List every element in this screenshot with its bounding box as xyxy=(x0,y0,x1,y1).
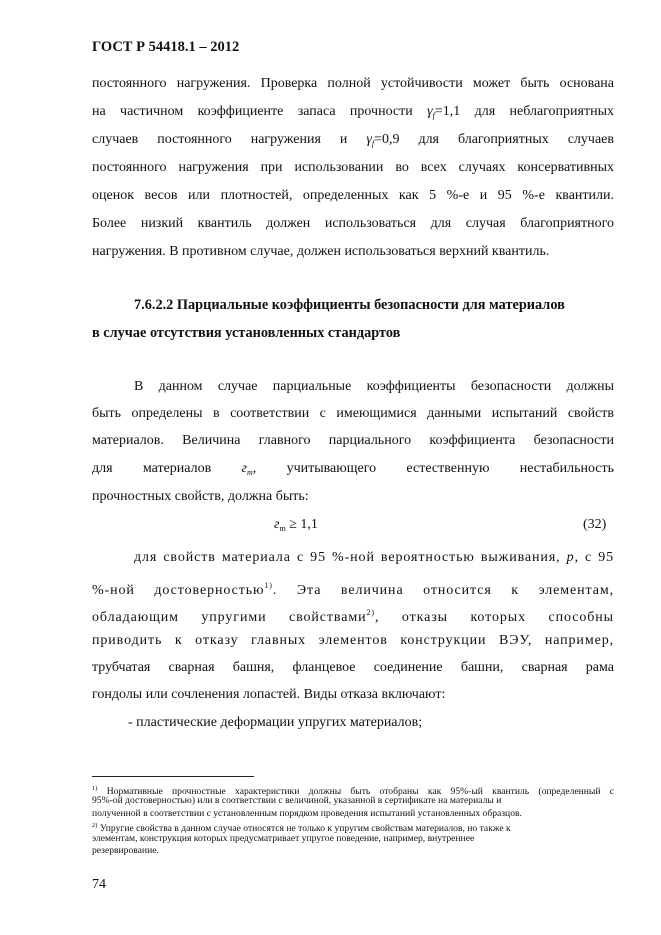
text-line: случаев постоянного нагружения и $\gamma_f=0,9$ для благоприятных случаев xyxy=(92,132,614,148)
text-line: %-ной достоверностью$^{1)}$. Эта величина относится к элементам, xyxy=(92,581,614,598)
text-line: для свойств материала с 95 %-ной вероятностью выживания, p, с 95 xyxy=(134,550,615,565)
section-heading: 7.6.2.2 Парциальные коэффициенты безопасности для материалов xyxy=(134,297,565,313)
list-item: - пластические деформации упругих материалов; xyxy=(128,715,423,730)
footnote-2-cont: элементам, конструкция которых предусматривает упругое поведение, например, внутреннее xyxy=(92,833,475,844)
text-line: постоянного нагружения. Проверка полной устойчивости может быть основана xyxy=(92,76,614,91)
formula-number: (32) xyxy=(583,517,607,532)
text-line: постоянного нагружения при использовании во всех случаях консервативных xyxy=(92,160,614,175)
gamma-symbol: $\gamma_f$ xyxy=(366,132,375,148)
text-line: быть определены в соответствии с имеющимися данными испытаний свойств xyxy=(92,406,614,421)
text-line: на частичном коэффициенте запаса прочности $\gamma_f=1,1$ для неблагоприятных xyxy=(92,104,615,120)
gamma-symbol: $\gamma_f$ xyxy=(427,104,435,120)
text-line: для материалов $г_m$, учитывающего естественную нестабильность xyxy=(92,461,615,477)
text-line: оценок весов или плотностей, определенных как 5 %-е и 95 %-е квантили. xyxy=(92,188,614,203)
footnote-2-cont: резервирование. xyxy=(92,845,159,856)
text-line: Более низкий квантиль должен использоваться для случая благоприятного xyxy=(92,216,614,231)
section-heading-cont: в случае отсутствия установленных стандартов xyxy=(92,325,401,341)
gamma-m-symbol: $г_m$, xyxy=(241,461,257,477)
footnote-1-cont: 95%-ой достоверностью) или в соответствии с величиной, указанной в сертификате на материалы и xyxy=(92,795,502,806)
footnote-1: $^{1)}$ Нормативные прочностные характеристики должны быть отобраны как 95%-ый квантиль (определенный с xyxy=(92,785,614,797)
page-number: 74 xyxy=(92,877,106,892)
footnote-1-cont: полученной в соответствии с установленным порядком проведения испытаний установленных образцов. xyxy=(92,808,522,819)
text-line: обладающим упругими свойствами$^{2)}$, отказы которых способны xyxy=(92,608,614,625)
formula: $г_m \ge 1,1$ xyxy=(274,517,318,533)
text-line: трубчатая сварная башня, фланцевое соединение башни, сварная рама xyxy=(92,660,614,675)
document-header: ГОСТ Р 54418.1 – 2012 xyxy=(92,39,240,55)
text-line: прочностных свойств, должна быть: xyxy=(92,489,309,504)
text-line: В данном случае парциальные коэффициенты безопасности должны xyxy=(134,379,614,394)
text-line: приводить к отказу главных элементов конструкции ВЭУ, например, xyxy=(92,633,614,648)
text-line: материалов. Величина главного парциального коэффициента безопасности xyxy=(92,433,614,448)
text-line: гондолы или сочленения лопастей. Виды отказа включают: xyxy=(92,687,446,702)
text-line: нагружения. В противном случае, должен использоваться верхний квантиль. xyxy=(92,244,550,259)
footnote-ref[interactable]: 2) xyxy=(366,608,375,617)
footnote-ref[interactable]: 1) xyxy=(264,581,273,590)
footnote-2: $^{2)}$ Упругие свойства в данном случае относятся не только к упругим свойствам материалов, но также к xyxy=(92,822,511,834)
footnote-separator xyxy=(92,776,254,777)
